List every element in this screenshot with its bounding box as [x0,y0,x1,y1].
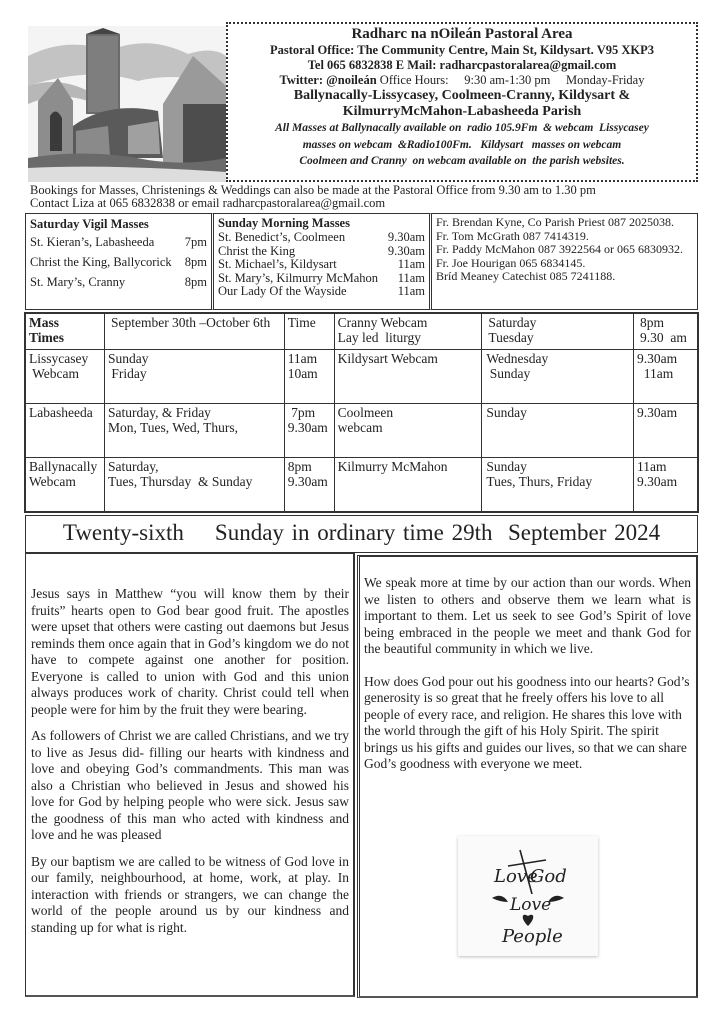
time-line: 8pm [640,315,665,330]
time-line: 9.30 am [640,330,687,345]
days-cell [482,458,634,512]
cell-line: Webcam [29,474,76,489]
sunday-place: Our Lady Of the Wayside [218,284,347,298]
vigil-time: 8pm [184,275,207,289]
sunday-place: St. Michael’s, Kildysart [218,257,337,271]
cell-line: 9.30am [287,474,328,489]
office-address: Pastoral Office: The Community Centre, Main St, Kildysart. V95 XKP3 [270,43,654,57]
vigil-place: Christ the King, Ballycorick [30,255,172,269]
clergy-line: Fr. Joe Hourigan 065 6834145. [436,255,586,270]
time-cell [284,404,334,458]
place-cell [334,350,482,404]
office-hours-time: 9:30 am-1:30 pm [464,73,551,87]
sunday-mass-item [218,245,425,259]
cell-line: Saturday, [107,459,159,474]
cell-line: Sunday [486,366,531,381]
sunday-place: Christ the King [218,243,296,258]
cell-line: Tues, Thurs, Friday [486,474,593,489]
mass-times-row [26,404,698,458]
cell-line: Labasheeda [29,405,93,420]
contact-line: Tel 065 6832838 E Mail: radharcpastoralarea@gmail.com [307,58,617,72]
clergy-line: Fr. Brendan Kyne, Co Parish Priest 087 2025038. [436,215,674,229]
place-cell [26,458,105,512]
cell-line: Coolmeen [337,405,394,420]
cranny-place-cell [334,314,482,350]
vigil-mass-item [30,272,207,292]
church-ruin-sketch-image [28,26,226,182]
office-hours-label: Office Hours: [379,73,449,87]
vigil-place: St. Mary’s, Cranny [30,275,126,289]
mass-times-row [26,458,698,512]
church-ruin-illustration [28,26,226,182]
bookings-line-1: Bookings for Masses, Christenings & Weddings can also be made at the Pastoral Office from 9.30 am to 1.30 pm [30,183,596,197]
broadcast-line-3: Coolmeen and Cranny on webcam available on the parish websites. [299,155,625,167]
vigil-time: 8pm [184,255,207,269]
cell-line: 9.30am [287,420,328,435]
pastoral-area-title: Radharc na nOileán Pastoral Area [351,26,573,42]
sunday-mass-item [218,285,425,299]
broadcast-line-1: All Masses at Ballynacally available on radio 105.9Fm & webcam Lissycasey [275,122,649,134]
cell-line: Wednesday [486,351,549,366]
card-text-people: People [502,926,563,947]
clergy-line: Fr. Paddy McMahon 087 3922564 or 065 6830932. [436,242,683,256]
sunday-mass-item [218,272,425,286]
pastoral-area-header [226,22,698,182]
sunday-mass-item [218,231,425,245]
sunday-time: 9.30am [387,243,425,258]
cranny-days-cell [482,314,634,350]
sunday-place: St. Benedict’s, Coolmeen [218,230,346,244]
reflection-paragraph: By our baptism we are called to be witness of God love in our family, neighbourhood, at home, work, at play. In interaction with friends or strangers, we can change the world of the people around us by our kindness and standing up for what is right. [31,853,349,935]
card-text-love-2: Love [510,895,552,915]
week-range-cell: September 30th –October 6th [104,314,284,350]
card-text-love-1: Love [494,866,538,887]
reflection-paragraph: How does God pour out his goodness into our hearts? God’s generosity is so great that he freely offers his love to all people of every race, and religion. He shares this love with the world through the gift of his Holy Spirit. The spirit brings us his gifts and guides our lives, so that we can share God’s goodness with everyone we meet. [364,673,690,771]
reflection-paragraph: We speak more at time by our action than our words. When we listen to others and observe them we learn what is important to them. Let us seek to see God’s Spirit of love being embraced in the people we meet and thank God for the beautiful community in which we live. [364,575,691,656]
place-cell [26,350,105,404]
cranny-time-cell [634,314,698,350]
cell-line: 11am [637,459,667,474]
parish-line-1: Ballynacally-Lissycasey, Coolmeen-Cranny, Kildysart & [293,88,631,103]
reflection-paragraph: As followers of Christ we are called Christians, and we try to live as Jesus did- filling our hearts with kindness and love and obeying God’s commandments. This man was also a Christian who believed in Jesus and showed his love for God by helping people who were sick. Jesus saw the goodness of this man who acted with kindness and love and he was pleased [31,728,349,842]
sunday-time: 9.30am [387,230,425,244]
vigil-place: St. Kieran’s, Labasheeda [30,235,155,249]
clergy-line: Bríd Meaney Catechist 085 7241188. [436,269,616,283]
cell-line: Sunday [486,459,527,474]
cell-line: Kilmurry McMahon [337,459,448,474]
cell-line: Lissycasey [29,351,89,366]
sunday-masses-heading: Sunday Morning Masses [218,216,350,230]
reflection-paragraph: Jesus says in Matthew “you will know them by their fruits” hearts open to God bear good fruit. The apostles were upset that others were casting out daemons but Jesus reminds them once again that in God’s kingdom we do not have to compete against one another for position. Everyone is called to union with God and this union always produces work of charity. Christ could tell when people were for him by the fruit they were bearing. [31,586,349,717]
place-cell [334,458,482,512]
time-header-cell: Time [284,314,334,350]
heart-icon [523,915,534,926]
office-hours-days: Monday-Friday [566,73,645,87]
sunday-mass-item [218,258,425,272]
days-cell [104,404,284,458]
sunday-time: 11am [397,257,425,271]
cell-line: 11am [637,366,674,381]
sunday-place: St. Mary’s, Kilmurry McMahon [218,270,379,285]
cell-line: 9.30am [637,351,678,366]
place-cell [334,404,482,458]
times-label: Times [29,330,65,345]
time-cell [284,350,334,404]
time-cell [634,458,698,512]
vigil-mass-item [30,232,207,252]
bookings-line-2: Contact Liza at 065 6832838 or email radharcpastoralarea@gmail.com [30,196,386,210]
days-cell [482,404,634,458]
cell-line: Friday [107,366,147,381]
cell-line: Mon, Tues, Wed, Thurs, [107,420,239,435]
cranny-webcam-label: Cranny Webcam [337,315,428,330]
cell-line: Tues, Thursday & Sunday [107,474,253,489]
card-text-god: God [530,866,567,887]
days-cell [482,350,634,404]
cell-line: Sunday [486,405,527,420]
twitter-hours-line [228,73,696,88]
day-line: Tuesday [488,330,534,345]
love-god-graphic [458,836,598,956]
time-cell [634,350,698,404]
vigil-time: 7pm [184,235,207,249]
sunday-title: Twenty-sixth Sunday in ordinary time 29th September 2024 [62,520,661,545]
place-cell [26,404,105,458]
sunday-time: 11am [397,284,425,298]
love-god-love-people-card [458,836,598,956]
cell-line: 8pm [287,459,312,474]
clergy-line: Fr. Tom McGrath 087 7414319. [436,228,589,243]
clergy-contacts-box [432,213,698,310]
sunday-time: 11am [397,270,425,285]
bookings-note [30,184,710,210]
cell-line: webcam [337,420,383,435]
table-header-row [26,314,698,350]
mass-times-label-cell [26,314,105,350]
cell-line: Sunday [107,351,149,366]
cell-line: 9.30am [637,474,678,489]
time-cell [284,458,334,512]
lay-led-liturgy-label: Lay led liturgy [337,330,422,345]
vigil-masses-box [25,213,214,310]
broadcast-line-2: masses on webcam &Radio100Fm. Kildysart masses on webcam [302,138,622,151]
sunday-title-banner [25,515,698,553]
mass-times-table [25,313,698,512]
cell-line: Kildysart Webcam [337,351,438,366]
cell-line: 9.30am [637,405,678,420]
cell-line: 10am [287,366,318,381]
cell-line: Ballynacally [29,459,98,474]
parish-line-2: KilmurryMcMahon-Labasheeda Parish [342,104,582,119]
cell-line: 7pm [287,405,316,420]
time-cell [634,404,698,458]
vigil-masses-heading: Saturday Vigil Masses [30,217,149,231]
cell-line: Webcam [29,366,80,381]
day-line: Saturday [488,315,537,330]
cell-line: 11am [287,351,318,366]
vigil-mass-item [30,252,207,272]
cell-line: Saturday, & Friday [107,405,211,420]
mass-times-row [26,350,698,404]
days-cell [104,458,284,512]
twitter-handle[interactable]: Twitter: @noileán [279,73,377,87]
mass-label: Mass [29,315,59,330]
days-cell [104,350,284,404]
sunday-masses-box [214,213,432,310]
reflection-left-column [25,553,355,997]
leaf-left-icon [492,896,508,902]
